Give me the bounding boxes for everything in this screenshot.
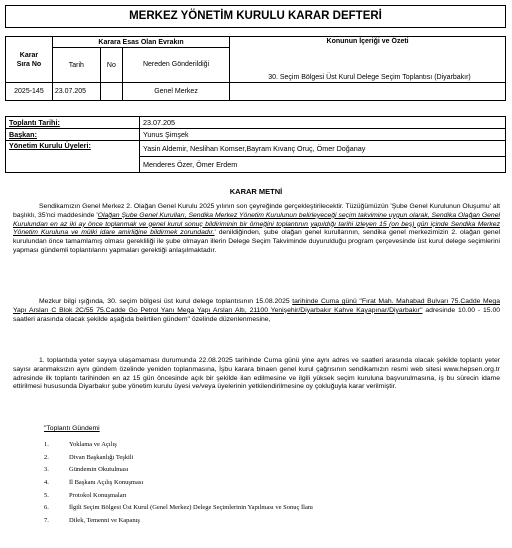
agenda-item-text: İl Başkanı Açılış Konuşması (69, 479, 144, 487)
p1-text-c: ' denildiğinden, şube olağan genel kurullarının, sendika genel merkezimizin 2. olağan genel kurulundan önce tamamlamış olması gerekliliği ile şube olmayan illerin Delege Seçim Takviminde duyurulduğu program çerçevesinde üst kurul delege seçimlerini yapması gündemli toplantılarını yapmaları gerektiği anlaşılmaktadır. (13, 229, 500, 254)
agenda-item-number: 5. (44, 491, 49, 499)
col-konu-header: Konunun İçeriği ve Özeti (230, 37, 506, 83)
agenda-item-text: Divan Başkanlığı Teşkili (69, 453, 134, 461)
baskan-value: Yunus Şimşek (140, 129, 506, 141)
p2-address: tarihinde Cuma günü "Fırat Mah. Mahabad Bulvarı 75.Cadde Mega Yapı Arsları C Blok 2C/55 75.Cadde Go Petrol Yanı Mega Yapı Arsları Altı, 21100 Yenişehir/Diyarbakır Kahve Kayapınar/Diyarbakır" (13, 298, 500, 314)
no-cell (100, 83, 122, 101)
agenda-item-number: 7. (44, 517, 49, 525)
agenda-item (44, 517, 313, 530)
paragraph-2 (13, 298, 500, 324)
col-karar-header: Karar Sıra No (6, 37, 53, 83)
paragraph-3 (13, 357, 500, 392)
agenda-item-number: 3. (44, 466, 49, 474)
agenda-item-text: İlgili Seçim Bölgesi Üst Kurul (Genel Merkez) Delege Seçimlerinin Yapılması ve Sonuç İlanı (69, 504, 313, 512)
tarih-value: 23.07.205 (140, 117, 506, 129)
sub-nereden-header: Nereden Gönderildiği (122, 48, 229, 83)
agenda-item-text: Dilek, Temenni ve Kapanış (69, 517, 140, 525)
p1-quote: Olağan Şube Genel Kurulları, Sendika Merkez Yönetim Kurulunun belirleyeceği seçim takvimine uygun olarak, Sendika Olağan Genel Kurulundan en az iki ay önce toplanmak ve genel kurul sonuç bildiriminin bir örneğini toplantının yapıldığı tarihi izleyen 15 (on beş) gün içinde Sendika Merkez Yönetim Kuruluna ve mülki idare amirliğine bildirmek zorundadır. (13, 211, 500, 237)
agenda-item-number: 2. (44, 453, 49, 461)
agenda-item (44, 466, 313, 479)
sub-no-header: No (100, 48, 122, 83)
sub-tarih-header: Tarih (52, 48, 100, 83)
agenda-item-number: 6. (44, 504, 49, 512)
uyeler-line2: Menderes Özer, Ömer Erdem (140, 157, 506, 173)
uyeler-line1: Yasin Aldemir, Neslihan Komser,Bayram Kıvanç Oruç, Ömer Doğanay (140, 141, 506, 157)
decision-table (5, 36, 506, 101)
tarih-label: Toplantı Tarihi: (6, 117, 140, 129)
agenda-item (44, 441, 313, 454)
karar-metni-heading: KARAR METNİ (229, 187, 283, 196)
uyeler-label: Yönetim Kurulu Üyeleri: (6, 141, 140, 173)
baskan-label: Başkan: (6, 129, 140, 141)
agenda-item (44, 479, 313, 492)
agenda-item (44, 491, 313, 505)
agenda-item-text: Protokol Konuşmaları (69, 491, 127, 499)
meeting-info-table (5, 116, 506, 173)
agenda-item-number: 1. (44, 441, 49, 448)
document-title: MERKEZ YÖNETİM KURULU KARAR DEFTERİ (5, 5, 506, 28)
p1-text-a: Sendikamızın Genel Merkez 2. Olağan Genel Kurulu 2025 yılının son çeyreğinde gerçekleştirilecektir. Tüzüğümüzün 'Şube Genel Kurulunun Oluşumu' alt başlıklı, 35'nci maddesinde ' (13, 203, 500, 219)
p3-text: 1. toplantıda yeter sayıya ulaşamaması durumunda 22.08.2025 tarihinde Cuma günü yine aynı adres ve saatleri arasında olacak şekilde toplantı yeter sayısı aranmaksızın aynı gündem özelinde yeniden toplanmasına, İşbu karara binaen genel kurul çağrısının sendikamızın resmi web sitesi www.hepsen.org.tr adresinde ilk toplantı tarihinden en az 15 gün öncesinde açık bir şekilde ilan edilmesine ve ilgili yüksek seçim kuruluna başvurulmasına, iş bu sürecin idame ettirilmesi hususunda Diyarbakır şube yönetim kurulu üyesi ve/veya üyelerinin yetkilendirilmesine oy çokluğuyla karar verilmiştir. (13, 357, 500, 391)
agenda-item-text: Gündemin Okutulması (69, 466, 129, 474)
karar-no-cell: 2025-145 (6, 83, 53, 101)
nereden-cell: Genel Merkez (122, 83, 229, 101)
agenda-item-number: 4. (44, 479, 49, 487)
agenda-item-text: Yoklama ve Açılış (69, 441, 117, 448)
agenda-item (44, 504, 313, 517)
agenda-item (44, 453, 313, 467)
col-evrak-header: Karara Esas Olan Evrakın (52, 37, 229, 48)
agenda-list (44, 441, 313, 530)
p2-text-a: Mezkur bilgi ışığında, 30. seçim bölgesi üst kurul delege toplantısının 15.08.2025 (39, 298, 293, 305)
gundem-title: "Toplantı Gündemi (44, 425, 100, 432)
tarih-cell: 23.07.205 (52, 83, 100, 101)
paragraph-1 (13, 203, 500, 256)
p2-text-c: adresinde 10.00 - 15.00 saatleri arasında olacak şekilde aşağıda belirtilen gündem" özelinde düzenlenmesine, (13, 306, 501, 323)
konu-cell: 30. Seçim Bölgesi Üst Kurul Delege Seçim Toplantısı (Diyarbakır) (230, 69, 506, 87)
